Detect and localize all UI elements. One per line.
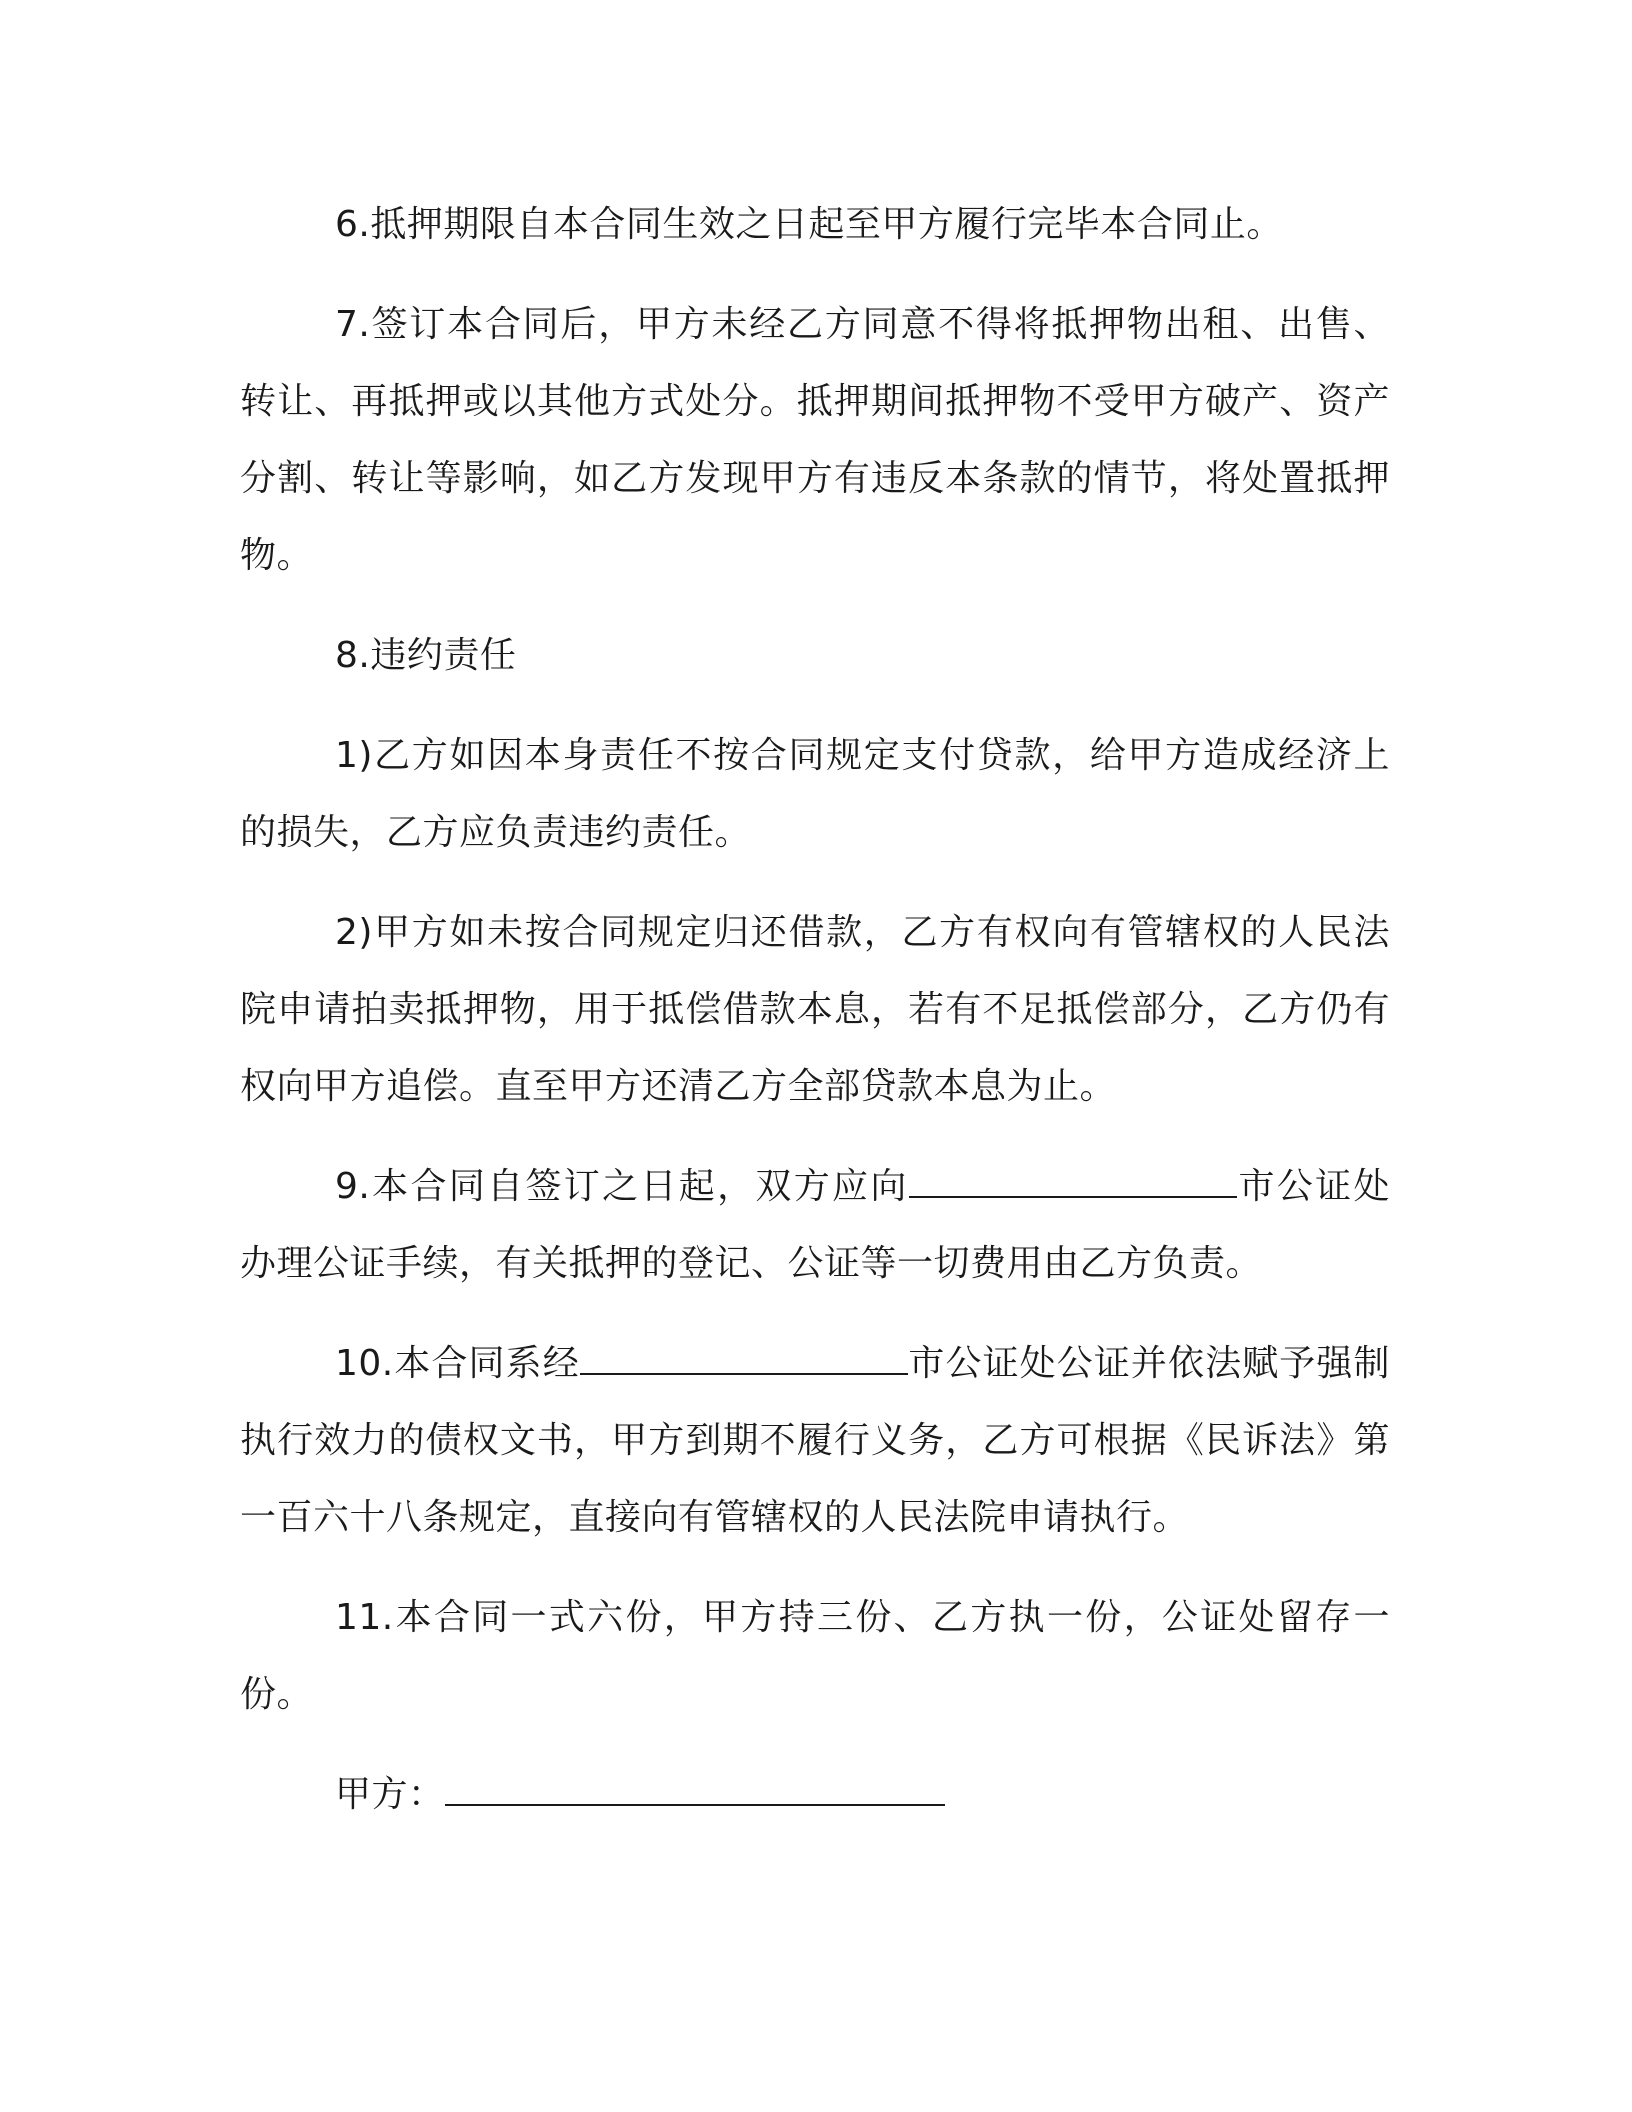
clause-6: 6.抵押期限自本合同生效之日起至甲方履行完毕本合同止。 [335, 204, 1283, 245]
contract-body [240, 186, 1390, 1856]
clause-10-text-before: 10.本合同系经 [335, 1343, 580, 1384]
party-a-signature-line [240, 1756, 1390, 1833]
clause-11: 11.本合同一式六份，甲方持三份、乙方执一份，公证处留存一份。 [240, 1597, 1390, 1715]
party-a-signature-blank[interactable] [445, 1768, 945, 1806]
clause-9-text-before: 9.本合同自签订之日起，双方应向 [335, 1166, 909, 1207]
clause-9 [240, 1148, 1390, 1302]
clause-7: 7.签订本合同后，甲方未经乙方同意不得将抵押物出租、出售、转让、再抵押或以其他方式处分。抵押期间抵押物不受甲方破产、资产分割、转让等影响，如乙方发现甲方有违反本条款的情节，将处置抵押物。 [240, 304, 1390, 576]
clause-8-item-2: 2)甲方如未按合同规定归还借款，乙方有权向有管辖权的人民法院申请拍卖抵押物，用于抵偿借款本息，若有不足抵偿部分，乙方仍有权向甲方追偿。直至甲方还清乙方全部贷款本息为止。 [240, 912, 1390, 1107]
clause-8-heading: 8.违约责任 [335, 635, 517, 676]
notary-city-blank-2[interactable] [580, 1337, 908, 1375]
party-a-label: 甲方： [335, 1774, 445, 1815]
clause-10 [240, 1325, 1390, 1556]
clause-10-text-after: 市公证处公证并依法赋予强制执行效力的债权文书，甲方到期不履行义务，乙方可根据《民诉法》第一百六十八条规定，直接向有管辖权的人民法院申请执行。 [240, 1343, 1390, 1538]
clause-8-item-1: 1)乙方如因本身责任不按合同规定支付贷款，给甲方造成经济上的损失，乙方应负责违约责任。 [240, 735, 1390, 853]
clause-9-text-after: 市公证处办理公证手续，有关抵押的登记、公证等一切费用由乙方负责。 [240, 1166, 1390, 1284]
notary-city-blank-1[interactable] [909, 1160, 1237, 1198]
